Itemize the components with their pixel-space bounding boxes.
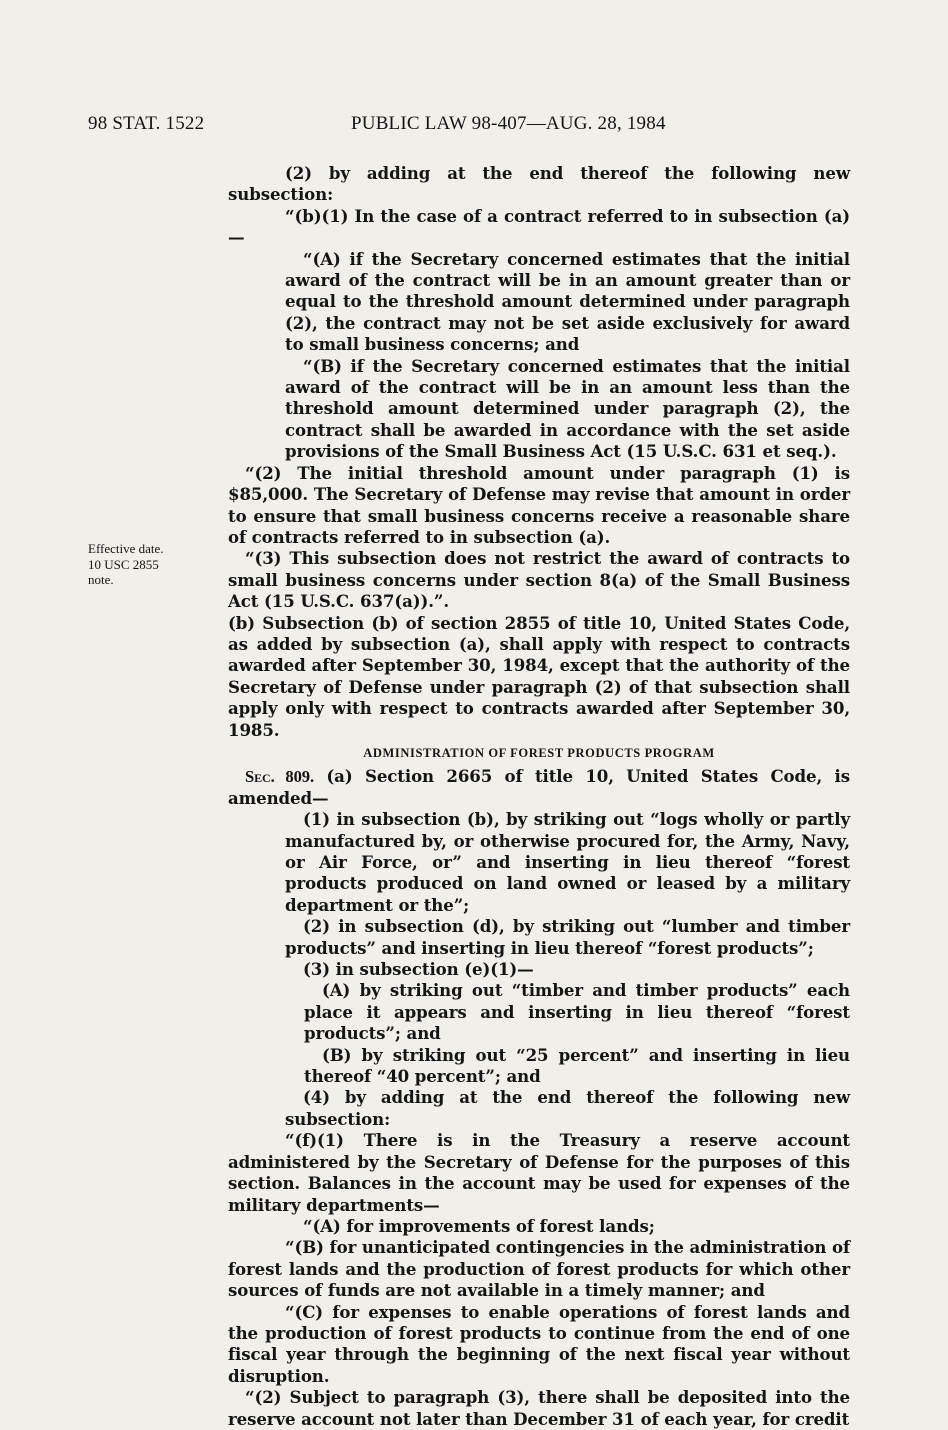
paragraph: (4) by adding at the end thereof the following new subsection: [285,1087,850,1129]
public-law-title: PUBLIC LAW 98-407—AUG. 28, 1984 [351,113,666,134]
section-text: (a) Section 2665 of title 10, United States Code, is amended— [228,766,850,808]
section-label: Sec. 809. [245,767,315,787]
section-heading: ADMINISTRATION OF FOREST PRODUCTS PROGRAM [363,745,715,760]
margin-note-line: note. [88,572,114,587]
paragraph: “(B) for unanticipated contingencies in the administration of forest lands and the production of forest products for which other sources of funds are not available in a timely manner; and [228,1237,850,1301]
paragraph: (A) by striking out “timber and timber products” each place it appears and inserting in lieu thereof “forest products”; and [304,980,850,1044]
paragraph: “(A) for improvements of forest lands; [303,1215,655,1236]
paragraph: “(f)(1) There is in the Treasury a reserve account administered by the Secretary of Defense for the purposes of this section. Balances in the account may be used for expenses of the military departments— [228,1130,850,1215]
paragraph: “(C) for expenses to enable operations of forest lands and the production of forest products to continue from the end of one fiscal year through the beginning of the next fiscal year without disruption. [228,1301,850,1386]
paragraph: “(B) if the Secretary concerned estimates that the initial award of the contract will be in an amount less than the threshold amount determined under paragraph (2), the contract shall be awarded in accordance with the set aside provisions of the Small Business Act (15 U.S.C. 631 et seq.). [285,355,850,462]
paragraph: (2) in subsection (d), by striking out “lumber and timber products” and inserting in lieu thereof “forest products”; [285,916,850,958]
paragraph: (3) in subsection (e)(1)— [303,959,534,980]
paragraph: “(3) This subsection does not restrict the award of contracts to small business concerns under section 8(a) of the Small Business Act (15 U.S.C. 637(a)).”. [228,548,850,612]
paragraph: (2) by adding at the end thereof the following new subsection: [228,163,850,205]
body-text [228,163,850,1430]
page-header [88,113,848,141]
paragraph: (B) by striking out “25 percent” and inserting in lieu thereof “40 percent”; and [304,1044,850,1087]
paragraph: (b) Subsection (b) of section 2855 of title 10, United States Code, as added by subsection (a), shall apply with respect to contracts awarded after September 30, 1984, except that the authority of the Secretary of Defense under paragraph (2) of that subsection shall apply only with respect to contracts awarded after September 30, 1985. [228,612,850,740]
margin-note-line: Effective date. [88,541,164,556]
statute-page-number: 98 STAT. 1522 [88,113,205,134]
paragraph: “(b)(1) In the case of a contract referred to in subsection (a)— [228,205,850,248]
paragraph: “(2) The initial threshold amount under paragraph (1) is $85,000. The Secretary of Defense may revise that amount in order to ensure that small business concerns receive a reasonable share of contracts referred to in subsection (a). [228,462,850,547]
paragraph: “(2) Subject to paragraph (3), there shall be deposited into the reserve account not later than December 31 of each year, for credit [228,1387,850,1429]
paragraph: (1) in subsection (b), by striking out “logs wholly or partly manufactured by, or otherwise procured for, the Army, Navy, or Air Force, or” and inserting in lieu thereof “forest products produced on land owned or leased by a military department or the”; [285,809,850,915]
paragraph: “(A) if the Secretary concerned estimates that the initial award of the contract will be in an amount greater than or equal to the threshold amount determined under paragraph (2), the contract may not be set aside exclusively for award to small business concerns; and [285,248,850,355]
margin-note [88,541,208,588]
margin-note-line: 10 USC 2855 [88,556,159,572]
paragraph [228,766,850,809]
